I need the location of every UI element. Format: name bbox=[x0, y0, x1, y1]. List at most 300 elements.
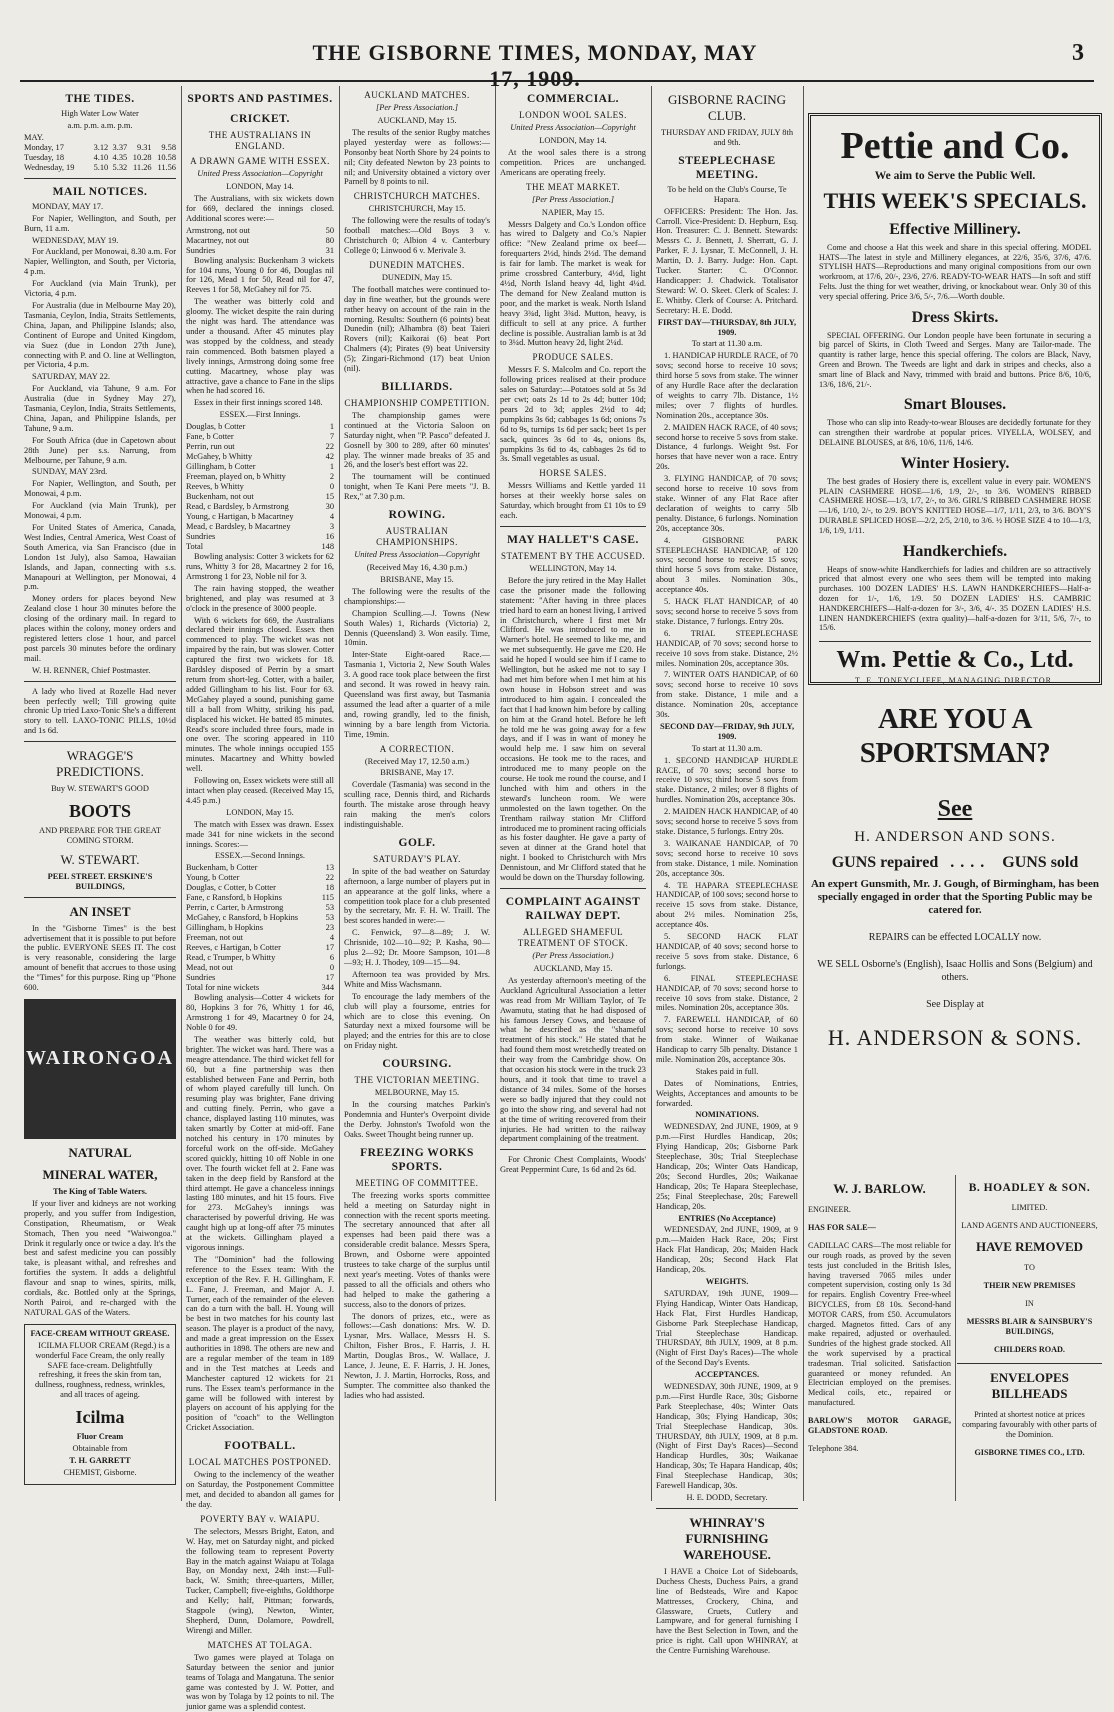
table-row bbox=[186, 873, 334, 883]
prepare-text: AND PREPARE FOR THE GREAT COMING STORM. bbox=[39, 826, 161, 845]
table-row bbox=[186, 236, 334, 246]
notice-paragraph: 2. MAIDEN HACK RACE, of 40 sovs; second horse to receive 5 sovs from stake. Distance, 4 furlongs. Weight 9st. For horses that have never won a race. Entry 20s. bbox=[656, 422, 798, 472]
paragraph: Bowling analysis: Cotter 3 wickets for 62 runs, Whitty 3 for 28, Macartney 2 for 16, Armstrong 1 for 23, Noble nil for 3. bbox=[186, 552, 334, 581]
table-cell: Fane, b Cotter bbox=[186, 432, 234, 442]
upa-line: United Press Association—Copyright bbox=[197, 169, 323, 178]
table-cell: Freeman, not out bbox=[186, 933, 243, 943]
icilma-ad bbox=[24, 1324, 176, 1485]
table-cell: Total for nine wickets bbox=[186, 983, 260, 993]
table-cell: Read, c Bardsley, b Armstrong bbox=[186, 502, 289, 512]
face-heading: FACE-CREAM WITHOUT GREASE. bbox=[30, 1328, 170, 1338]
table-row bbox=[186, 246, 334, 256]
table-cell: Gillingham, b Hopkins bbox=[186, 923, 264, 933]
paragraph: The weather was bitterly cold, but brighter. The wicket was hard. There was a meagre attendance. The third wicket fell for 60, but a fine partnership was then established between Fane and Perrin, both of whom played carefully till lunch. On resuming play was brighter, Fane driving and cutting finely. Perrin, who gave a chance, displayed lasting 110 minutes, was taken smartly by Cotter at mid-off. Fane notched his century in 170 minutes by forceful work on the off-side. McGahey scored quickly, hitting 10 off Noble in one over. The fourth wicket fell at 2. Fane was taken in the deep field by Ransford at the third attempt. He gave a chanceless innings lasting 180 minutes, and hit 15 fours. Five for 273. McGahey's innings was characterised by powerful driving. He was caught high up at long-off after 75 minutes at the wickets. Gillingham played a vigorous innings. bbox=[186, 1034, 334, 1252]
race-dates: THURSDAY AND FRIDAY, JULY 8th and 9th. bbox=[660, 128, 794, 147]
paragraph: In the coursing matches Parkin's Pondemnia and Hunter's Overpoint divide the Derby. Johnston's Twofold won the Oaks. Sweet Thought being runner up. bbox=[344, 1100, 490, 1139]
freezing-sub: MEETING OF COMMITTEE. bbox=[355, 1177, 479, 1188]
acceptances-body: WEDNESDAY, 30th JUNE, 1909, at 9 p.m.—First Hurdle Race, 30s; Gisborne Park Steeplechase, 40s; Winter Oats Handicap, 30s; Flying Handicap, 30s; Trial Steeplechase Handicap, 30s. THURSDAY, 8th JULY, 1909, at 8 p.m. (Night of First Day's Races)—Second Handicap Hurdles, 30s; Waikanae Handicap, 30s; Te Hapara Handicap, 40s; Final Steeplechase Handicap, 30s; Farewell Handicap, 30s. bbox=[656, 1382, 798, 1491]
dateline: AUCKLAND, May 15. bbox=[377, 116, 457, 125]
notice-paragraph: For Auckland (via Main Trunk), per Victoria, 4 p.m. bbox=[24, 279, 176, 299]
paragraph: The football matches were continued to-day in fine weather, but the grounds were rather heavy on account of the rain in the morning. Results: Southern (6 points) beat Dunedin (nil); Alhambra (8) beat Taieri Rovers (nil); Kaikorai (6) beat Port Chalmers (4); Pirates (9) beat University (5); Zingari-Richmond (17) beat Union (nil). bbox=[344, 284, 490, 374]
column-1 bbox=[24, 86, 182, 1501]
notice-paragraph: W. H. RENNER, Chief Postmaster. bbox=[32, 665, 151, 675]
table-row bbox=[186, 532, 334, 542]
paragraph: The following were the results of today's football matches:—Old Boys 3 v. Christchurch 0; Albion 4 v. Canterbury College 0; Linwood 6 v. Merivale 3. bbox=[344, 216, 490, 255]
secretary-line: H. E. DODD, Secretary. bbox=[686, 1493, 768, 1502]
table-row bbox=[186, 472, 334, 482]
table-row bbox=[186, 482, 334, 492]
held-line: To be held on the Club's Course, Te Hapara. bbox=[667, 184, 787, 204]
table-row bbox=[186, 883, 334, 893]
hoadley-removed: HAVE REMOVED bbox=[975, 1239, 1084, 1255]
barlow-garage: BARLOW'S MOTOR GARAGE, GLADSTONE ROAD. bbox=[808, 1415, 951, 1435]
hoadley-blair: MESSRS BLAIR & SAINSBURY'S BUILDINGS, bbox=[966, 1317, 1093, 1337]
see-heading: See bbox=[937, 796, 973, 822]
notice-paragraph: 3. WAIKANAE HANDICAP, of 70 sovs; second horse to receive 10 sovs from stake. Distance, 1 mile. Nomination 20s, acceptance 30s. bbox=[656, 838, 798, 878]
table-cell: Buckenham, b Cotter bbox=[186, 863, 258, 873]
day2-heading: SECOND DAY—FRIDAY, 9th JULY, 1909. bbox=[659, 721, 795, 741]
table-cell: Young, c Hartigan, b Macartney bbox=[186, 512, 294, 522]
table-cell: 11.26 bbox=[133, 162, 152, 172]
table-cell: Reeves, b Whitty bbox=[186, 482, 244, 492]
dateline: DUNEDIN, May 15. bbox=[381, 272, 453, 282]
ppa-line: (Per Press Association.) bbox=[532, 951, 614, 960]
table-row bbox=[186, 913, 334, 923]
paragraph: The Australians, with six wickets down for 669, declared the innings closed. Additional scores were:— bbox=[186, 193, 334, 223]
sell-line: WE SELL Osborne's (English), Isaac Hollis and Sons (Belgium) and others. bbox=[817, 959, 1093, 983]
table-cell: Young, b Cotter bbox=[186, 873, 240, 883]
pettie-advertisement bbox=[808, 113, 1102, 685]
dateline: BRISBANE, May 17. bbox=[380, 768, 454, 778]
table-row bbox=[186, 512, 334, 522]
table-cell: 115 bbox=[321, 893, 334, 903]
paragraph: Before the jury retired in the May Hallet case the prisoner made the following statement: "After having in three places tried hard to earn an honest living, I arrived in Christchurch, where I first met Mr Clifford. He was introduced to me in Warner's hotel. He seemed to like me, and we met subsequently. He gave me £20. He said he hoped I would see him if I came to Wellington, but he asked me not to say I had met him before when I met him at his own house in Hobson street and was introduced to him again. I concealed the fact that I had known him before by calling on him at the Grand hotel. Before he left he told me he was going away for a few days, and if I was in want of money he would help me. I saw him on several occasions. He took me to the races, and introduced me to many people on the course. He took me round the course, and I lunched with him and others in the steward's luncheon room. We were unmolested on the lawn together. On the Trentham railway station Mr Clifford introduced me to prominent racing officials as his foster daughter. He gave a party of seven at dinner at the Grand hotel that night. I booked to Christchurch with Mrs Dennistoun, and Mr Clifford stated that he would be down on the Thursday following. bbox=[500, 575, 646, 883]
table-cell bbox=[89, 133, 108, 143]
ppa-line: [Per Press Association.] bbox=[531, 194, 615, 204]
drawn-heading: A DRAWN GAME WITH ESSEX. bbox=[190, 156, 330, 166]
anderson-name: H. ANDERSON AND SONS. bbox=[854, 829, 1056, 845]
notice-paragraph: For South Africa (due in Capetown about 28th June) per s.s. Narrung, from Melbourne, per Tahune, 9 a.m. bbox=[24, 435, 176, 465]
table-cell: Fane, c Ransford, b Hopkins bbox=[186, 893, 282, 903]
skirts-body: SPECIAL OFFERING. Our London people have been fortunate in securing a big parcel of Skirts, in Cloth Tweed and Serges. Many are Tailor-made. The quantity is rather large, hence this special offering. The colors are Black, Navy, Green and Brown. The Tweeds are light and dark in stripes and checks, also a smart line of Black and Navy, trimmed with braid and buttons. Price 8/6, 10/6, 13/6, 18/6, 21/-. bbox=[819, 330, 1091, 389]
barlow-name: W. J. BARLOW. bbox=[833, 1181, 926, 1196]
times-co: GISBORNE TIMES CO., LTD. bbox=[974, 1447, 1085, 1457]
handkerchiefs-body: Heaps of snow-white Handkerchiefs for ladies and children are so attractively priced that almost every one who sees them will be tempted into making purchases. 100 DOZEN LADIES' H.S. LAWN HANDKERCHIEFS—Half-a-dozen for 1/-, 1/6, 1/9. 50 DOZEN LADIES' H.S. CAMBRIC HANDKERCHIEFS—Half-a-dozen for 3/-, 3/6, 4/-. 35 DOZEN LADIES' H.S. LINEN HANDKERCHIEFS (extra quality)—half-a-dozen for 3/11, 5/6, 7/-, to 15/6. bbox=[819, 564, 1091, 633]
mail-notices bbox=[24, 202, 176, 676]
table-row bbox=[186, 903, 334, 913]
pettie-firm: Wm. Pettie & Co., Ltd. bbox=[819, 641, 1091, 674]
mineral-heading: MINERAL WATER, bbox=[42, 1167, 158, 1182]
wragge-buy: Buy W. STEWART'S GOOD bbox=[51, 784, 149, 794]
paragraph: The tournament will be continued tonight, when Te Kani Pere meets "J. B. Rex," at 7.30 p.m. bbox=[344, 472, 490, 502]
paragraph: Messrs F. S. Malcolm and Co. report the following prices realised at their produce sales on Saturday:—Potatoes sold at 5s 3d per cwt; oats 2s 1d to 2s 4d; butter 10d; pears 2d to 3d; apples 2½d to 4d; pumpkins 3s 6d; cabbages 1s 6d; onions 7s 6d to 9s, turnips 1s 6d per sack; beet 1s per sack, quinces 3s 6d to 4s, onions 8s, pumpkins 3s 6d to 4s, cabbages 2s 6d to 3s. Small vegetables as usual. bbox=[500, 365, 646, 464]
woods-ad: For Chronic Chest Complaints, Woods' Great Peppermint Cure, 1s 6d and 2s 6d. bbox=[500, 1155, 646, 1175]
table-row bbox=[186, 933, 334, 943]
table-cell: 2 bbox=[329, 472, 334, 482]
barlow-phone: Telephone 384. bbox=[808, 1443, 859, 1453]
chemist-line: CHEMIST, Gisborne. bbox=[63, 1467, 137, 1477]
pettie-brand: Pettie and Co. bbox=[840, 125, 1070, 167]
hosiery-body: The best grades of Hosiery there is, excellent value in every pair. WOMEN'S PLAIN CASHMERE HOSE—1/6, 1/9, 2/-, to 3/6. WOMEN'S RIBBED CASHMERE HOSE—1/3, 1/7, 2/-, to 3/6. GIRL'S RIBBED CASHMERE HOSE—1/6, 1/10, 2/-, to 2/9. BOY'S KNITTED HOSE—1/7, 1/11, 2/3, to 3/6. BOY'S DURABLE SPLICED HOSE—2/2, 2/5, 2/10, to 3/6. ½ HOSE SIZE 4 to 10—1/3, 1/6, 1/9, 1/11. bbox=[819, 476, 1091, 535]
handkerchiefs-heading: Handkerchiefs. bbox=[902, 542, 1008, 560]
specials-heading: THIS WEEK'S SPECIALS. bbox=[823, 187, 1087, 213]
notice-paragraph: For Napier, Wellington, and South, per Monowai, 4 p.m. bbox=[24, 479, 176, 499]
rowing-heading: ROWING. bbox=[388, 509, 446, 522]
notice-paragraph: 6. FINAL STEEPLECHASE HANDICAP, of 70 sovs; second horse to receive 10 sovs from stake. Distance, 2 miles. Nomination 20s, acceptance 30s. bbox=[656, 973, 798, 1013]
coursing-heading: COURSING. bbox=[382, 1058, 452, 1071]
paragraph: The match with Essex was drawn. Essex made 341 for nine wickets in the second innings. Scores:— bbox=[186, 819, 334, 849]
table-cell: 4.35 bbox=[112, 152, 128, 162]
table-cell: Reeves, c Hartigan, b Cotter bbox=[186, 943, 281, 953]
auckland-heading: AUCKLAND MATCHES. bbox=[364, 90, 470, 100]
inset-body: In the "Gisborne Times" is the best advertisement that it is possible to put before the public. EVERYONE SEES IT. The cost is very reasonable, considering the large amount of benefit that accrues to those using the "Times" for this purpose. Ring up "Phone 600. bbox=[24, 923, 176, 993]
correction-heading: A CORRECTION. bbox=[379, 743, 455, 754]
stakes-line: Stakes paid in full. bbox=[695, 1066, 759, 1076]
day1-heading: FIRST DAY—THURSDAY, 8th JULY, 1909. bbox=[657, 317, 797, 337]
table-cell: 18 bbox=[325, 883, 334, 893]
column-4 bbox=[500, 86, 652, 1501]
paragraph: Afternoon tea was provided by Mrs. White and Miss Wachsmann. bbox=[344, 969, 490, 989]
rowing-sub: AUSTRALIAN CHAMPIONSHIPS. bbox=[376, 526, 458, 548]
table-cell: 9.58 bbox=[161, 142, 176, 152]
commercial-heading: COMMERCIAL. bbox=[526, 93, 620, 105]
paragraph: Messrs Dalgety and Co.'s London office has wired to Dalgety and Co.'s Napier office: "New Zealand prime ox beef—forequarters 2½d, hinds 2½d. The demand is fair for lamb. The market is weak for prime crossbred Canterbury, 4½d, light 4½d, North Island heavy 4d, light 4¼d. The demand for New Zealand mutton is poor, and the market is weak. North Island heavy 3¾d, light 3¾d. Mutton, heavy, is difficult to sell at any price. A further decline is possible. Australian lamb is at 3d to 3¼d. Mutton heavy 2d, light 2¼d. bbox=[500, 219, 646, 348]
golf-sub: SATURDAY'S PLAY. bbox=[373, 853, 461, 864]
table-row bbox=[186, 973, 334, 983]
natural-heading: NATURAL bbox=[68, 1145, 132, 1160]
garrett-name: T. H. GARRETT bbox=[69, 1455, 131, 1465]
table-cell: 1 bbox=[329, 422, 334, 432]
table-cell: 1 bbox=[329, 462, 334, 472]
paragraph: The results of the senior Rugby matches played yesterday were as follows:—Ponsonby beat North Shore by 24 points to nil; City defeated Newton by 23 points to nil; and University obtained a victory over Parnell by 8 points to nil. bbox=[344, 127, 490, 187]
wairongoa-image bbox=[24, 999, 176, 1139]
notice-paragraph: For Auckland, per Monowai, 8.30 a.m. For Napier, Wellington, and South, per Victoria, 4 p.m. bbox=[24, 247, 176, 277]
table-cell: 22 bbox=[325, 442, 334, 452]
table-row bbox=[186, 943, 334, 953]
paragraph: Coverdale (Tasmania) was second in the sculling race, Dennis third, and Richards fourth. The mistake arose through heavy rain making the men's colors indistinguishable. bbox=[344, 780, 490, 829]
billiards-sub: CHAMPIONSHIP COMPETITION. bbox=[344, 397, 490, 408]
notice-paragraph: 1. SECOND HANDICAP HURDLE RACE, of 70 sovs; second horse to receive 10 sovs; third horse 5 sovs from stake. Distance, 2 miles; over 8 flights of hurdles. Nomination 20s, acceptance 30s. bbox=[656, 755, 798, 805]
table-cell: Wednesday, 19 bbox=[24, 162, 75, 172]
millinery-body: Come and choose a Hat this week and share in this special offering. MODEL HATS—The latest in style and Millinery elegances, at 22/6, 35/6, 37/6, 47/6. STYLISH HATS—Reproductions and many original compositions from our own workroom, at 17/6, 20/-, 23/6, 27/6. READY-TO-WEAR HATS—In soft and stiff Felts. Just the thing for wet weather, driving, or knockabout wear. Only 30 of this very special offering. Price 3/6, 5/-, 7/6.—Worth double. bbox=[819, 242, 1091, 301]
table-row bbox=[186, 432, 334, 442]
produce-heading: PRODUCE SALES. bbox=[532, 352, 614, 363]
sports-heading: SPORTS AND PASTIMES. bbox=[187, 93, 333, 105]
dates-note: Dates of Nominations, Entries, Weights, Acceptances and amounts to be forwarded. bbox=[656, 1078, 798, 1108]
table-cell bbox=[108, 133, 127, 143]
paragraph: The rain having stopped, the weather brightened, and play was resumed at 3 o'clock in the presence of 3000 people. bbox=[186, 583, 334, 613]
table-cell: Perrin, c Carter, b Armstrong bbox=[186, 903, 284, 913]
hoadley-advertisement bbox=[957, 1175, 1102, 1501]
upa-line: United Press Association—Copyright bbox=[354, 550, 480, 560]
paragraph: Bowling analysis—Cotter 4 wickets for 80, Hopkins 3 for 76, Whitty 1 for 46, Armstrong 1 for 49, Macartney 0 for 24, Noble 0 for 49. bbox=[186, 993, 334, 1033]
start-line: To start at 11.30 a.m. bbox=[691, 743, 763, 753]
paragraph: The donors of prizes, etc., were as follows:—Cash donations: Mrs. W. D. Lysnar, Mrs. Wallace, Messrs H. S. Chilton, Fisher Bros., F. Harris, J. H. Martin, Douglas Bros., W. Wallace, J. Lance, J. Jeune, E. F. Harris, J. H. Jones, Newton, J. J. Martin, Horrocks, Ross, and Sumpter. The committee also thanked the ladies who had assisted. bbox=[344, 1311, 490, 1400]
table-cell: 3.37 bbox=[112, 142, 128, 152]
repairs-line: REPAIRS can be effected LOCALLY now. bbox=[868, 932, 1042, 943]
guns-line bbox=[808, 854, 1102, 872]
paragraph: The weather was bitterly cold and gloomy. The wicket despite the rain during the night was hard. The attendance was under a thousand. After 45 minutes play was stopped by the coldness, and steady rain commenced. Both batsmen played a lively innings, Armstrong doing some free cutting. Macartney, whose play was attractive, gave a chance to Fane in the slips when he had scored 16. bbox=[186, 297, 334, 396]
hoadley-childers: CHILDERS ROAD. bbox=[994, 1345, 1065, 1355]
obtain-line: Obtainable from bbox=[72, 1444, 128, 1454]
tides-ampm: a.m. p.m. a.m. p.m. bbox=[67, 120, 133, 130]
table-cell: 4.10 bbox=[93, 152, 109, 162]
wool-heading: LONDON WOOL SALES. bbox=[519, 110, 627, 120]
table-cell: McGahey, b Whitty bbox=[186, 452, 253, 462]
table-cell: 0 bbox=[329, 963, 334, 973]
coursing-sub: THE VICTORIAN MEETING. bbox=[354, 1075, 480, 1086]
paragraph: Champion Sculling.—J. Towns (New South Wales) 1, Richards (Victoria) 2, Dennis (Queensland) 3. Won easily. Time, 10min. bbox=[344, 608, 490, 648]
paragraph: To encourage the lady members of the club will play a foursome, entries for which are to close this evening. On Saturday next a mixed foursome will be played; and the entries for this are to close on Friday night. bbox=[344, 991, 490, 1051]
tides-columns: High Water Low Water bbox=[61, 109, 139, 118]
table-cell: 50 bbox=[325, 225, 334, 235]
freezing-heading: FREEZING WORKS SPORTS. bbox=[360, 1146, 474, 1173]
face-body: ICILMA FLUOR CREAM (Regd.) is a wonderful Face Cream, the only really SAFE face-cream. Delightfully refreshing, it frees the skin from tan, dullness, roughness, redness, wrinkles, and all traces of ageing. bbox=[34, 1340, 170, 1400]
table-row bbox=[186, 963, 334, 973]
paragraph: The championship games were continued at the Victoria Saloon on Saturday night, when "P. Pasco" defeated J. Gosnell by 300 to 289, after 60 minutes' play. The winner made breaks of 35 and 26, and the loser's best effort was 22. bbox=[344, 410, 490, 470]
envelopes-body: Printed at shortest notice at prices comparing favourably with other parts of the Dominion. bbox=[962, 1410, 1097, 1439]
barlow-advertisement bbox=[808, 1175, 956, 1501]
tides-table bbox=[24, 133, 176, 173]
notice-paragraph: WEDNESDAY, MAY 19. bbox=[32, 235, 119, 245]
table-cell: Mead, c Bardsley, b Macartney bbox=[186, 522, 291, 532]
table-cell: 10.58 bbox=[157, 152, 176, 162]
column-5 bbox=[656, 86, 804, 1656]
notice-paragraph: 4. TE HAPARA STEEPLECHASE HANDICAP, of 100 sovs; second horse to receive 15 sovs from stake. Distance, about 2½ miles. Nomination 25s, acceptance 40s. bbox=[656, 880, 798, 930]
received-line: (Received May 17, 12.50 a.m.) bbox=[364, 756, 470, 766]
dateline: WELLINGTON, May 14. bbox=[529, 564, 617, 573]
table-cell: Douglas, b Cotter bbox=[186, 422, 246, 432]
paragraph: Two games were played at Tolaga on Saturday between the senior and junior teams of Tolaga and Mangatuna. The senior game was contested by J. W. Potter, and was won by Tolaga by 12 points to nil. The junior game was a splendid contest. bbox=[186, 1652, 334, 1712]
notice-paragraph: 4. GISBORNE PARK STEEPLECHASE HANDICAP, of 120 sovs; second horse to receive 15 sovs; third horse 5 sovs from stake. Distance, about 3 miles. Nomination 30s., acceptance 40s. bbox=[656, 535, 798, 595]
hoadley-agents: LAND AGENTS AND AUCTIONEERS, bbox=[961, 1221, 1098, 1231]
table-cell: Armstrong, not out bbox=[186, 225, 250, 235]
notice-paragraph: For United States of America, Canada, West Indies, Central America, West Coast of South America, via San Francisco (due in London 1st July), also Samoa, Hawaiian Islands, and Japan, connecting with s.s. Manapouri at Wellington, per Monowai, 4 p.m. bbox=[24, 523, 176, 592]
score-table bbox=[186, 422, 334, 552]
table-cell: 31 bbox=[325, 245, 334, 255]
paragraph: Bowling analysis: Buckenham 3 wickets for 104 runs, Young 0 for 46, Douglas nil for 126, Mead 1 for 50, Read nil for 47, Reeves 1 for 58, McGahey nil for 75. bbox=[186, 255, 334, 295]
king-line: The King of Table Waters. bbox=[52, 1187, 148, 1196]
table-row bbox=[186, 502, 334, 512]
table-cell: 23 bbox=[325, 923, 334, 933]
table-cell: 7 bbox=[329, 432, 334, 442]
notice-paragraph: 2. MAIDEN HACK HANDICAP, of 40 sovs; second horse to receive 5 sovs from stake. Distance, 5 furlongs. Entry 20s. bbox=[656, 807, 798, 836]
cricket-heading: CRICKET. bbox=[230, 113, 290, 125]
barlow-body: CADILLAC CARS—The most reliable for our rough roads, as proved by the seven tests just concluded in the British Isles, having traversed 7065 miles under competent supervision, costing only 1s 3d for repairs. English Coventry Free-wheel BICYCLES, from £8 10s. Second-hand MOTOR CARS, from £50. Accumulators charged. Magnetos fitted. Cars of any make repaired, adjusted or overhauled. Sundries of the highest grade stocked. All the work supervised by a practical tradesman. Trial solicited. Satisfaction guaranteed or money refunded. An Electrician employed on the premises. Medical coils, etc., repaired or manufactured. bbox=[808, 1241, 951, 1407]
table-cell: 3 bbox=[329, 522, 334, 532]
paragraph: The freezing works sports committee held a meeting on Saturday night in connection with the recent sports meeting. The secretary announced that after all expenses had been paid there was a considerable credit balance. Messrs Spera, Brown, and Osborne were appointed trustees to take charge of the surplus until next year's meeting. Votes of thanks were passed to all the officials and others who had helped to make the gathering a success, also to the donors of prizes. bbox=[344, 1190, 490, 1309]
racing-club-heading: GISBORNE RACING CLUB. bbox=[667, 92, 787, 123]
table-cell: 344 bbox=[321, 983, 334, 993]
envelopes-heading: ENVELOPES BILLHEADS bbox=[990, 1370, 1069, 1402]
masthead-title: THE GISBORNE TIMES, MONDAY, MAY 17, 1909. bbox=[312, 40, 758, 91]
paragraph: As yesterday afternoon's meeting of the Auckland Agricultural Association a letter was read from Mr William Taylor, of Te Awamutu, stating that he had disposed of his famous Jersey Cows, and because of what he described as the "shameful treatment of his stock." He stated that he had found them most wretchedly treated on their way from the Cambridge show. On that occasion his stock were in the truck 23 hours, and it took that time to travel a distance of 34 miles. Some of the horses were so badly injured that they could not go into the show ring, and several had not at the time of writing recovered from their injuries. He had written to the railway department complaining of the treatment. bbox=[500, 975, 646, 1144]
paragraph: In spite of the bad weather on Saturday afternoon, a large number of players put in an appearance at the golf links, where a competition took place for a club presented by the secretary, Mr. F. H. W. Traill. The best scores handed in were:— bbox=[344, 866, 490, 926]
notice-paragraph: 1. HANDICAP HURDLE RACE, of 70 sovs; second horse to receive 10 sovs; third horse 5 sovs from stake. The winner of any Hurdle Race after the declaration of weights to carry 7lb. Distance, 1½ miles; over 7 flights of hurdles. Nomination 20s., acceptance 30s. bbox=[656, 351, 798, 420]
sportsman-heading: ARE YOU A SPORTSMAN? bbox=[859, 703, 1051, 769]
table-cell: Mead, not out bbox=[186, 963, 233, 973]
australians-heading: THE AUSTRALIANS IN ENGLAND. bbox=[208, 130, 312, 151]
guns-repaired: GUNS repaired bbox=[831, 854, 939, 871]
table-cell: 15 bbox=[325, 492, 334, 502]
table-row bbox=[24, 153, 176, 163]
paragraph: Following on, Essex wickets were still all intact when play ceased. (Received May 15, 4.45 p.m.) bbox=[186, 776, 334, 805]
table-cell: 22 bbox=[325, 873, 334, 883]
table-cell: Monday, 17 bbox=[24, 142, 64, 152]
notice-paragraph: SUNDAY, MAY 23rd. bbox=[32, 467, 108, 477]
table-cell: 80 bbox=[325, 235, 334, 245]
table-row bbox=[24, 143, 176, 153]
tolaga-heading: MATCHES AT TOLAGA. bbox=[207, 1639, 313, 1650]
table-cell: 16 bbox=[325, 532, 334, 542]
dunedin-heading: DUNEDIN MATCHES. bbox=[369, 259, 465, 270]
table-cell: 30 bbox=[325, 502, 334, 512]
essex2-heading: ESSEX.—Second Innings. bbox=[214, 851, 306, 861]
hoadley-in: IN bbox=[1025, 1299, 1034, 1309]
upa-line: United Press Association—Copyright bbox=[510, 123, 636, 132]
officers: OFFICERS: President: The Hon. Jas. Carroll. Vice-President: D. Hepburn, Esq. Hon. Treasurer: C. J. Bennett. Stewards: Messrs C. J. Bennett, J. Sherratt, G. J. Parker, F. J. Lysnar, T. McConnell, J. H. Martin, D. J. Barry. Judge: Hon. Capt. Tucker. Starter: C. O'Connor. Handicapper: J. Chadwick. Totalisator Steward: W. O. Skeet. Clerk of Scales: J. E. Whitby. Clerk of Course: A. Pritchard. Secretary: H. E. Dodd. bbox=[656, 206, 798, 315]
paragraph: Owing to the inclemency of the weather on Saturday, the Postponement Committee met, and decided to abandon all games for the day. bbox=[186, 1470, 334, 1509]
pettie-tagline: We aim to Serve the Public Well. bbox=[874, 170, 1036, 182]
anderson-name-2: H. ANDERSON & SONS. bbox=[827, 1025, 1083, 1050]
guns-sold: GUNS sold bbox=[1002, 854, 1079, 871]
start-line: To start at 11.30 a.m. bbox=[691, 339, 763, 349]
paragraph: The following were the results of the championships:— bbox=[344, 586, 490, 606]
essex1-heading: ESSEX.—First Innings. bbox=[219, 410, 301, 420]
column-2 bbox=[186, 86, 340, 1712]
table-cell: Buckenham, not out bbox=[186, 492, 254, 502]
pettie-manager: T. E. TONEYCLIFFE, MANAGING DIRECTOR. bbox=[855, 676, 1055, 686]
paragraph: The "Dominion" had the following reference to the Essex team: With the exception of the Rev. F. H. Gillingham, F. L. Fane, J. Freeman, and Major A. J. Turner, each of the remainder of the eleven can do a turn with the ball. H. Young will be best in two matches for his county last season. The player is a product of the navy, and made a great impression on the Essex authorities in 1898. The others are new and are a regular member of the team in 189 and in the Test matches at Leeds and Manchester captured 12 wickets for 21 runs. The Essex team's performance in the game will be followed with interest by players on account of his applying for the position of "coach" to the Wellington Cricket Association. bbox=[186, 1254, 334, 1433]
received-line: (Received May 16, 4.30 p.m.) bbox=[366, 563, 468, 573]
paragraph: Inter-State Eight-oared Race.—Tasmania 1, Victoria 2, New South Wales 3. A good race took place between the first and second. It was rowed in heavy rain. Queensland was first away, but Tasmania assumed the lead after a quarter of a mile and, rowing grandly, led to the finish, winning by a bare length from Victoria. Time, 19min. bbox=[344, 650, 490, 739]
table-row bbox=[186, 923, 334, 933]
notice-paragraph: For Auckland, via Tahune, 9 a.m. For Australia (due in Sydney May 27), Tasmania, Ceylon, India, Straits Settlements, China, Japan, and Philippine Islands, per Tahune, 9 a.m. bbox=[24, 384, 176, 433]
table-cell: 53 bbox=[325, 913, 334, 923]
dateline: CHRISTCHURCH, May 15. bbox=[368, 204, 466, 214]
dateline: LONDON, May 15. bbox=[226, 807, 294, 817]
acceptances-heading: ACCEPTANCES. bbox=[694, 1370, 760, 1380]
notice-paragraph: For Australia (due in Melbourne May 20), Tasmania, Ceylon, India, Straits Settlements, China, Japan, and Philippine Islands; also, Continent of Europe and United Kingdom, via Suez (due in London 27th June), connecting with P. and O. line at Wellington, per Victoria, 4 p.m. bbox=[24, 300, 176, 370]
display-line: See Display at bbox=[926, 999, 984, 1010]
whinray-body: I HAVE a Choice Lot of Sideboards, Duchess Chests, Duchess Pairs, a grand line of Bedsteads, Wire and Kapoc Mattresses, Crockery, China, and Glassware, Cruets, Cutlery and Lampware, and for general furnishing I have the Best Selection in Town, and the price is right. Call upon WHINRAY, at the Centre Furnishing Warehouse. bbox=[656, 1566, 798, 1656]
blouses-body: Those who can slip into Ready-to-wear Blouses are decidedly fortunate for they can strengthen their wardrobe at popular prices. VIYELLA, WOLSEY, and DELAINE BLOUSES, at 8/6, 10/6, 11/6, 14/6. bbox=[819, 418, 1091, 447]
inset-heading: AN INSET bbox=[69, 903, 131, 919]
table-cell: Gillingham, b Cotter bbox=[186, 462, 256, 472]
anderson-advertisement bbox=[808, 702, 1102, 1162]
table-cell: Sundries bbox=[186, 973, 216, 983]
table-cell bbox=[127, 133, 151, 143]
score-table bbox=[186, 863, 334, 993]
wairongoa-body: If your liver and kidneys are not working properly, and you suffer from Indigestion, Constipation, Rheumatism, or Weak Stomach, Then you need "Waiwongoa." Drink it regularly once or twice a day. It's the best and safest medicine you can possibly take, is pleasant withal, and refreshes and fortifies the system. It adds a delightful flavour and snap to wines, spirits, milk, cordials, &c. Bottled only at the Springs, North Pairoi, and re-charged with the NATURAL GAS of the Waters. bbox=[24, 1198, 176, 1317]
column-3 bbox=[344, 86, 496, 1501]
stewart-address: PEEL STREET. ERSKINE'S BUILDINGS, bbox=[47, 871, 153, 891]
table-row bbox=[186, 422, 334, 432]
table-row bbox=[24, 133, 176, 143]
gunsmith-body: An expert Gunsmith, Mr. J. Gough, of Birmingham, has been specially engaged in order that the Sporting Public may be catered for. bbox=[810, 878, 1100, 916]
laxo-verse: A lady who lived at Rozelle Had never been perfectly well; Till growing quite chronic Up tried Laxo-Tonic She's a different story to tell. LAXO-TONIC PILLS, 10½d and 1s 6d. bbox=[24, 686, 176, 736]
table-cell: 53 bbox=[325, 903, 334, 913]
nominations-heading: NOMINATIONS. bbox=[695, 1110, 759, 1120]
table-cell: 11.56 bbox=[157, 162, 176, 172]
dateline: AUCKLAND, May 15. bbox=[533, 964, 613, 973]
hosiery-heading: Winter Hosiery. bbox=[900, 454, 1010, 472]
table-cell: Sundries bbox=[186, 532, 216, 542]
table-cell: Sundries bbox=[186, 245, 216, 255]
notice-paragraph: Money orders for places beyond New Zealand close 1 hour 30 minutes before the closing of the ordinary mail. In regard to places within the colony, money orders and registered letters close 1 hour, and parcel post parcels 30 minutes before the ordinary mail. bbox=[24, 594, 176, 663]
paragraph: C. Fenwick, 97—8—89; J. W. Chrisnide, 102—10—92; P. Kasha, 90—plus 2—92; Dr. Moore Sampson, 101—8—93; H. J. Thodey, 109—15—94. bbox=[344, 928, 490, 967]
entries-body: WEDNESDAY, 2nd JUNE, 1909, at 9 p.m.—Maiden Hack Race, 20s; First Hack Flat Handicap, 20s; Maiden Hack Handicap, 20s; Second Hack Flat Handicap, 20s. bbox=[656, 1225, 798, 1275]
table-row bbox=[186, 462, 334, 472]
icilma-brand: Icilma bbox=[75, 1407, 125, 1428]
notice-paragraph: 3. FLYING HANDICAP, of 70 sovs; second horse to receive 10 sovs from stake. Winner of any Flat Race after declaration of weights to carry 5lb penalty. Distance, 6 furlongs. Nomination 20s, acceptance 30s. bbox=[656, 474, 798, 533]
guns-dots: .... bbox=[950, 854, 991, 871]
football-heading: FOOTBALL. bbox=[224, 1440, 296, 1453]
table-cell: 10.28 bbox=[132, 152, 152, 162]
table-cell: Freeman, played on, b Whitty bbox=[186, 472, 286, 482]
notice-paragraph: For Auckland (via Main Trunk), per Monowai, 4 p.m. bbox=[24, 501, 176, 521]
dateline: MELBOURNE, May 15. bbox=[374, 1088, 460, 1098]
dateline: BRISBANE, May 15. bbox=[380, 575, 454, 584]
table-cell: 42 bbox=[325, 452, 334, 462]
table-row bbox=[186, 452, 334, 462]
hoadley-limited: LIMITED. bbox=[1011, 1203, 1048, 1213]
table-cell: 5.32 bbox=[112, 162, 128, 172]
table-row bbox=[24, 163, 176, 173]
postponed-heading: LOCAL MATCHES POSTPONED. bbox=[188, 1457, 332, 1468]
table-cell: 3.12 bbox=[93, 142, 109, 152]
meat-heading: THE MEAT MARKET. bbox=[526, 181, 620, 192]
hallet-sub: STATEMENT BY THE ACCUSED. bbox=[500, 551, 646, 561]
table-cell: 17 bbox=[325, 943, 334, 953]
dateline: LONDON, May 14. bbox=[539, 136, 607, 145]
notice-paragraph: 5. SECOND HACK FLAT HANDICAP, of 40 sovs; second horse to receive 5 sovs from stake. Distance, 6 furlongs. bbox=[656, 932, 798, 971]
boots-heading: BOOTS bbox=[68, 801, 132, 822]
billiards-heading: BILLIARDS. bbox=[381, 380, 453, 393]
tides-heading: THE TIDES. bbox=[65, 93, 135, 105]
table-cell: 5.10 bbox=[93, 162, 109, 172]
wragge-heading: WRAGGE'S PREDICTIONS. bbox=[56, 748, 144, 780]
hoadley-premises: THEIR NEW PREMISES bbox=[983, 1281, 1076, 1291]
golf-heading: GOLF. bbox=[398, 836, 436, 849]
table-cell: Read, c Trumper, b Whitty bbox=[186, 953, 276, 963]
table-cell: McGahey, c Ransford, b Hopkins bbox=[186, 913, 299, 923]
notice-paragraph: 5. HACK FLAT HANDICAP, of 40 sovs; second horse to receive 5 sovs from stake. Distance, 7 furlongs. Entry 20s. bbox=[656, 597, 798, 626]
table-row bbox=[186, 863, 334, 873]
complaint-sub: ALLEGED SHAMEFUL TREATMENT OF STOCK. bbox=[517, 927, 629, 948]
notice-paragraph: 7. WINTER OATS HANDICAP, of 60 sovs; second horse to receive 10 sovs from stake. Distance, 1 mile and a distance. Nomination 20s, acceptance 30s. bbox=[656, 670, 798, 720]
barlow-role: ENGINEER. bbox=[808, 1205, 851, 1215]
table-row bbox=[186, 983, 334, 993]
table-cell bbox=[152, 133, 176, 143]
christchurch-heading: CHRISTCHURCH MATCHES. bbox=[353, 191, 481, 202]
skirts-heading: Dress Skirts. bbox=[911, 308, 999, 326]
table-row bbox=[186, 442, 334, 452]
weights-body: SATURDAY, 19th JUNE, 1909—Flying Handicap, Winter Oats Handicap, Hack Flat, First Hurdles Handicap, Gisborne Park Steeplechase Handicap, Trial Steeplechase Handicap. THURSDAY, 8th JULY, 1909, at 8 p.m. (Night of First Day's Races)—The whole of the Second Day's Events. bbox=[656, 1288, 798, 1368]
complaint-heading: COMPLAINT AGAINST RAILWAY DEPT. bbox=[505, 896, 641, 922]
table-cell: MAY. bbox=[24, 132, 44, 142]
mail-heading: MAIL NOTICES. bbox=[52, 185, 148, 198]
barlow-has: HAS FOR SALE— bbox=[808, 1223, 876, 1233]
table-cell: Perrin, run out bbox=[186, 442, 235, 452]
table-cell: 4 bbox=[329, 512, 334, 522]
table-row bbox=[186, 893, 334, 903]
dateline: LONDON, May 14. bbox=[226, 182, 294, 191]
notice-paragraph: SATURDAY, MAY 22. bbox=[32, 372, 111, 382]
paragraph: The selectors, Messrs Bright, Eaton, and W. Hay, met on Saturday night, and picked the following team to represent Poverty Bay in the match against Waiapu at Tolaga Bay, on Monday next, 24th inst:—Full-back, W. Smith; three-quarters, Miller, Tucker, Campbell; five-eighths, Goldthorpe and Kelly; half, Pittman; forwards, Stagpole (wing), Newton, Winter, Shepherd, Dunn, Dolamore, Powdrell, Wirengi and Miller. bbox=[186, 1526, 334, 1635]
day2-races bbox=[656, 756, 798, 1065]
paragraph: With 6 wickets for 669, the Australians declared their innings closed. Essex then commenced to play. The wicket was not impaired by the rain, but was slower. Cotter captured the first two wickets for 18. Bardsley disposed of Perrin by a smart return from short-leg. Cotter, with a bailer, added Gillingham to his list. Four for 63. McGahey played a sound, punishing game till a ball from Whitty, striking his pad, displaced his wicket. He batted 85 minutes. Read's score included three fours, made in one over. The scoring appeared in 110 minutes. The whole innings occupied 155 minutes. Macartney and Whitty bowled well. bbox=[186, 615, 334, 774]
